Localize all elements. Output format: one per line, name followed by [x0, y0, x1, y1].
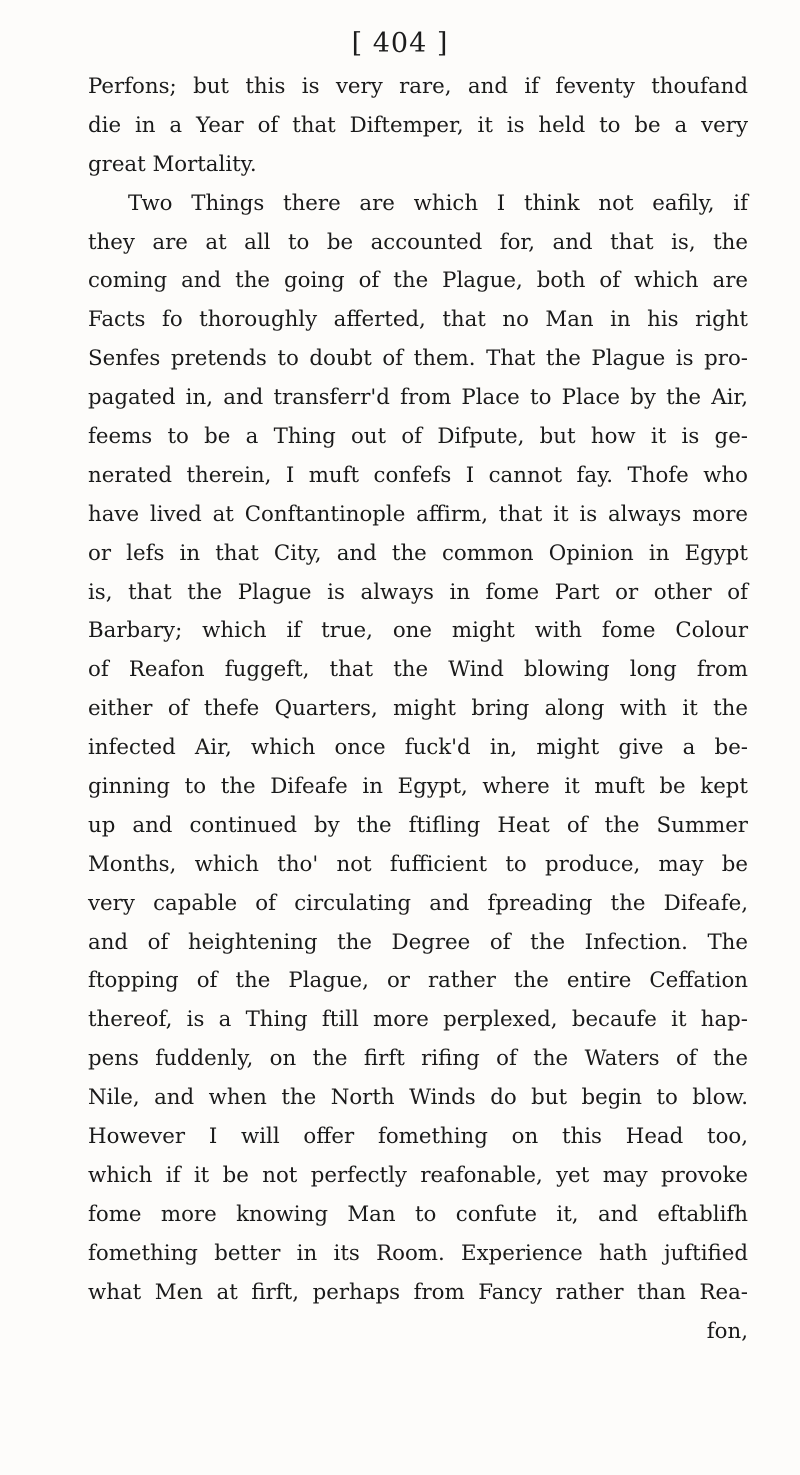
text-line: die in a Year of that Diftemper, it is held to be a very — [88, 112, 748, 138]
text-line: or lefs in that City, and the common Opinion in Egypt — [88, 540, 748, 566]
text-line: coming and the going of the Plague, both of which are — [88, 268, 748, 294]
text-line: infected Air, which once fuck'd in, might give a be- — [88, 735, 748, 761]
paragraph-start-line: Two Things there are which I think not eafily, if — [128, 190, 748, 216]
text-line: have lived at Conftantinople affirm, that it is always more — [88, 501, 748, 527]
text-line: fome more knowing Man to confute it, and eftablifh — [88, 1201, 748, 1227]
text-line: nerated therein, I muft confefs I cannot fay. Thofe who — [88, 462, 748, 488]
text-line: fomething better in its Room. Experience hath juftified — [88, 1240, 748, 1266]
text-line: and of heightening the Degree of the Infection. The — [88, 929, 748, 955]
text-line: which if it be not perfectly reafonable, yet may provoke — [88, 1162, 748, 1188]
body-text — [88, 68, 748, 1351]
text-line: Barbary; which if true, one might with fome Colour — [88, 618, 748, 644]
text-line: they are at all to be accounted for, and that is, the — [88, 229, 748, 255]
text-line: ftopping of the Plague, or rather the entire Ceffation — [88, 968, 748, 994]
page-number: [ 404 ] — [351, 28, 449, 59]
text-line: pagated in, and transferr'd from Place to Place by the Air, — [88, 385, 748, 411]
text-line: either of thefe Quarters, might bring along with it the — [88, 696, 748, 722]
text-line: very capable of circulating and fpreading the Difeafe, — [88, 890, 748, 916]
text-line: Facts fo thoroughly afferted, that no Man in his right — [88, 307, 748, 333]
text-line: up and continued by the ftifling Heat of the Summer — [88, 812, 748, 838]
text-line: ginning to the Difeafe in Egypt, where it muft be kept — [88, 774, 748, 800]
text-line: of Reafon fuggeft, that the Wind blowing long from — [88, 657, 748, 683]
text-line: Perfons; but this is very rare, and if feventy thoufand — [88, 74, 748, 99]
text-line: is, that the Plague is always in fome Part or other of — [88, 579, 748, 605]
text-line: However I will offer fomething on this Head too, — [88, 1124, 748, 1150]
text-line: Senfes pretends to doubt of them. That the Plague is pro- — [88, 346, 748, 372]
text-line: Nile, and when the North Winds do but begin to blow. — [88, 1085, 748, 1111]
text-line: Months, which tho' not fufficient to produce, may be — [88, 851, 748, 877]
text-line: feems to be a Thing out of Difpute, but how it is ge- — [88, 424, 748, 450]
catchword-line: fon, — [706, 1318, 748, 1344]
text-line: pens fuddenly, on the firft rifing of the Waters of the — [88, 1046, 748, 1072]
text-line: what Men at firft, perhaps from Fancy rather than Rea- — [88, 1279, 748, 1305]
text-line: thereof, is a Thing ftill more perplexed, becaufe it hap- — [88, 1007, 748, 1033]
text-line: great Mortality. — [88, 151, 257, 177]
